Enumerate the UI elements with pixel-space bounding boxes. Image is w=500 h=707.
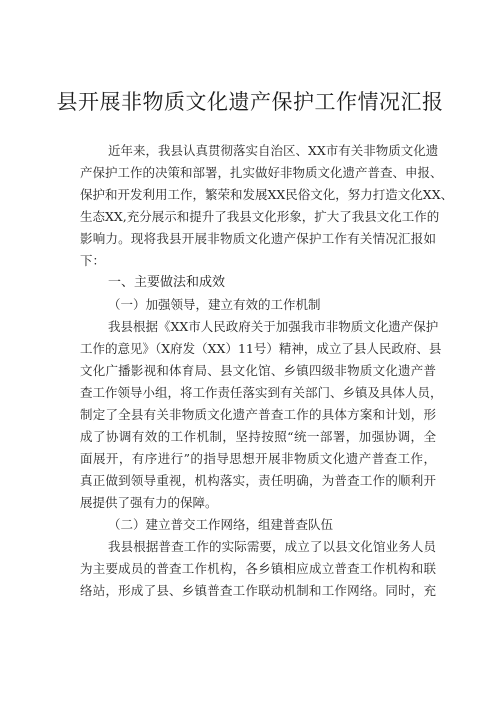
paragraph-line: 产保护工作的决策和部署，扎实做好非物质文化遗产普查、申报、 [80, 165, 443, 180]
paragraph-line: 我县根据普查工作的实际需要，成立了以县文化馆业务人员 [108, 539, 436, 554]
paragraph-line: 展提供了强有力的保障。 [80, 495, 218, 510]
paragraph-line: 络站，形成了县、乡镇普查工作联动机制和工作网络。同时，充 [80, 583, 436, 598]
paragraph-line: 下： [80, 253, 106, 268]
paragraph-line: 面展开，有序进行”的指导思想开展非物质文化遗产普查工作， [80, 451, 436, 466]
paragraph-line: 工作的意见》（X府发（XX）11号）精神，成立了县人民政府、县 [80, 341, 442, 356]
paragraph-line: （一）加强领导，建立有效的工作机制 [108, 297, 321, 312]
paragraph-line: 影响力。现将我县开展非物质文化遗产保护工作有关情况汇报如 [80, 231, 436, 246]
paragraph-line: 成了协调有效的工作机制，坚持按照“统一部署，加强协调，全 [80, 429, 436, 444]
paragraph-line: 生态XX,充分展示和提升了我县文化形象，扩大了我县文化工作的 [80, 209, 440, 224]
paragraph-line: 为主要成员的普查工作机构，各乡镇相应成立普查工作机构和联 [80, 561, 436, 576]
paragraph-line: 真正做到领导重视，机构落实，责任明确，为普查工作的顺利开 [80, 473, 436, 488]
document-title: 县开展非物质文化遗产保护工作情况汇报 [56, 90, 444, 114]
paragraph-line: 制定了全县有关非物质文化遗产普查工作的具体方案和计划，形 [80, 407, 436, 422]
paragraph-line: 保护和开发利用工作，繁荣和发展XX民俗文化，努力打造文化XX、 [80, 187, 454, 202]
paragraph-line: 查工作领导小组，将工作责任落实到有关部门、乡镇及具体人员， [80, 385, 443, 400]
paragraph-line: 文化广播影视和体育局、县文化馆、乡镇四级非物质文化遗产普 [80, 363, 436, 378]
paragraph-line: （二）建立普交工作网络，组建普查队伍 [108, 517, 334, 532]
document-body [80, 140, 454, 602]
section-heading: 一、主要做法和成效 [108, 275, 226, 290]
paragraph-line: 近年来，我县认真贯彻落实自治区、XX市有关非物质文化遗 [108, 143, 439, 158]
paragraph-line: 我县根据《XX市人民政府关于加强我市非物质文化遗产保护 [108, 319, 439, 334]
